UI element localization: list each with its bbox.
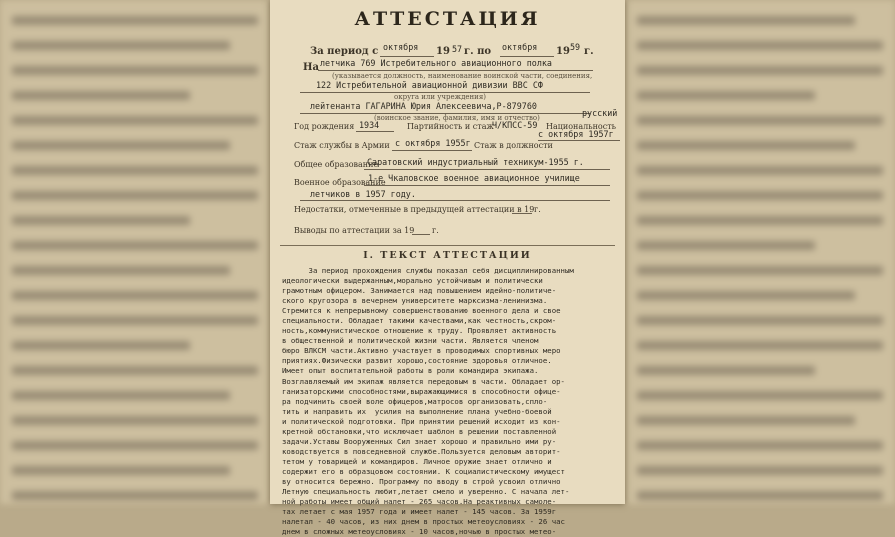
birth-label: Год рождения	[294, 122, 355, 131]
general-edu-label: Общее образование	[294, 160, 379, 169]
position-line1: летчика 769 Истребительного авиационного полка	[320, 58, 552, 68]
position-caption1: (указывается должность, наименование воинской части, соединения,	[332, 72, 593, 80]
period-to-year-prefix: 19	[556, 46, 570, 57]
section-divider	[280, 245, 615, 246]
position-service-label: Стаж в должности	[474, 141, 553, 150]
nationality-label: Национальность	[546, 122, 616, 131]
on-label: На	[303, 62, 319, 73]
period-from-year: 57	[452, 44, 463, 54]
military-edu-label: Военное образование	[294, 178, 386, 187]
blurred-background-right	[625, 0, 895, 504]
period-from-year-prefix: 19	[436, 46, 450, 57]
military-edu-value2: летчиков в 1957 году.	[310, 189, 416, 199]
general-edu-value: Саратовский индустриальный техникум-1955 г.	[367, 157, 584, 167]
shortcomings-label: Недостатки, отмеченные в предыдущей аттестации в 19	[294, 205, 535, 214]
party-label: Партийность и стаж	[407, 122, 494, 131]
birth-value: 1934	[359, 120, 380, 130]
period-from-month: октября	[383, 42, 419, 52]
period-to-month: октября	[502, 42, 538, 52]
conclusions-label: Выводы по аттестации за 19	[294, 226, 415, 235]
document-title: АТТЕСТАЦИЯ	[354, 8, 541, 30]
attestation-document	[270, 0, 625, 537]
name-caption: (воинское звание, фамилия, имя и отчество)	[374, 114, 540, 122]
party-value: Ч/КПСС-59	[492, 120, 538, 130]
period-to-year: 59	[570, 42, 581, 52]
name-line: лейтенанта ГАГАРИНА Юрия Алексеевича,Р-879760	[310, 101, 537, 111]
attestation-text: За период прохождения службы показал себя дисциплинированным идеологически выдержанным,морально устойчивым и политически грамотным офицером. Занимается над повышением идейно-политиче- ского кругозора в вечернем университете марксизма-ленинизма. Стремится к непрерывному совершенствованию военного дела и свое специальности. Обладает такими качествами,как честность,скром- ность,коммунистическое отношение к труду. Проявляет активность в общественной и политической жизни части. Является членом бюро ВЛКСМ части.Активно участвует в проводимых спортивных меро приятиях.Физически развит хорошо,состояние здоровья отличное. Имеет опыт воспитательной работы в роли командира экипажа. Возглавляемый им экипаж является передовым в части. Обладает ор- ганизаторскими способностями,выражающимися в способности офице- ра подчинить своей воле офицеров,матросов организовать,спло- тить и направить их усилия на выполнение плана учебно-боевой и политической подготовки. При принятии решений исходит из кон- кретной обстановки,что исключает шаблон в решении поставленной задачи.Уставы Вооруженных Сил знает хорошо и правильно ими ру- ководствуется в повседневной службе.Пользуется деловым авторит- тетом у товарищей и командиров. Личное оружие знает отлично и содержит его в образцовом состоянии. К социалистическому имущест ву относится бережно. Программу по вводу в строй усвоил отлично Летную специальность любит,летает смело и уверенно. С начала лет- ной работы имеет общий налет - 265 часов.На реактивных самоле- тах летает с мая 1957 года и имеет налет - 145 часов. За 1959г налетал - 40 часов, из них днем в простых метеоусловиях - 26 час днем в сложных метеоусловиях - 10 часов,ночью в простых метео-	[282, 266, 574, 537]
period-to-suffix: г.	[584, 46, 594, 57]
blurred-background-left	[0, 0, 270, 504]
period-from-suffix: г. по	[464, 46, 492, 57]
army-service-value: с октября 1955г	[395, 138, 471, 148]
position-service-value: с октября 1957г	[538, 129, 614, 139]
military-edu-value1: 1-е Чкаловское военное авиационное училище	[368, 173, 580, 183]
position-line2: 122 Истребительной авиационной дивизии ВВС СФ	[316, 80, 543, 90]
conclusions-suffix: г.	[432, 226, 439, 235]
position-caption2: округа или учреждения)	[394, 93, 486, 101]
army-service-label: Стаж службы в Армии	[294, 141, 390, 150]
period-prefix: За период с	[310, 46, 379, 57]
nationality-value: русский	[582, 108, 618, 118]
section-title: I. ТЕКСТ АТТЕСТАЦИИ	[363, 250, 532, 261]
shortcomings-suffix: г.	[534, 205, 541, 214]
